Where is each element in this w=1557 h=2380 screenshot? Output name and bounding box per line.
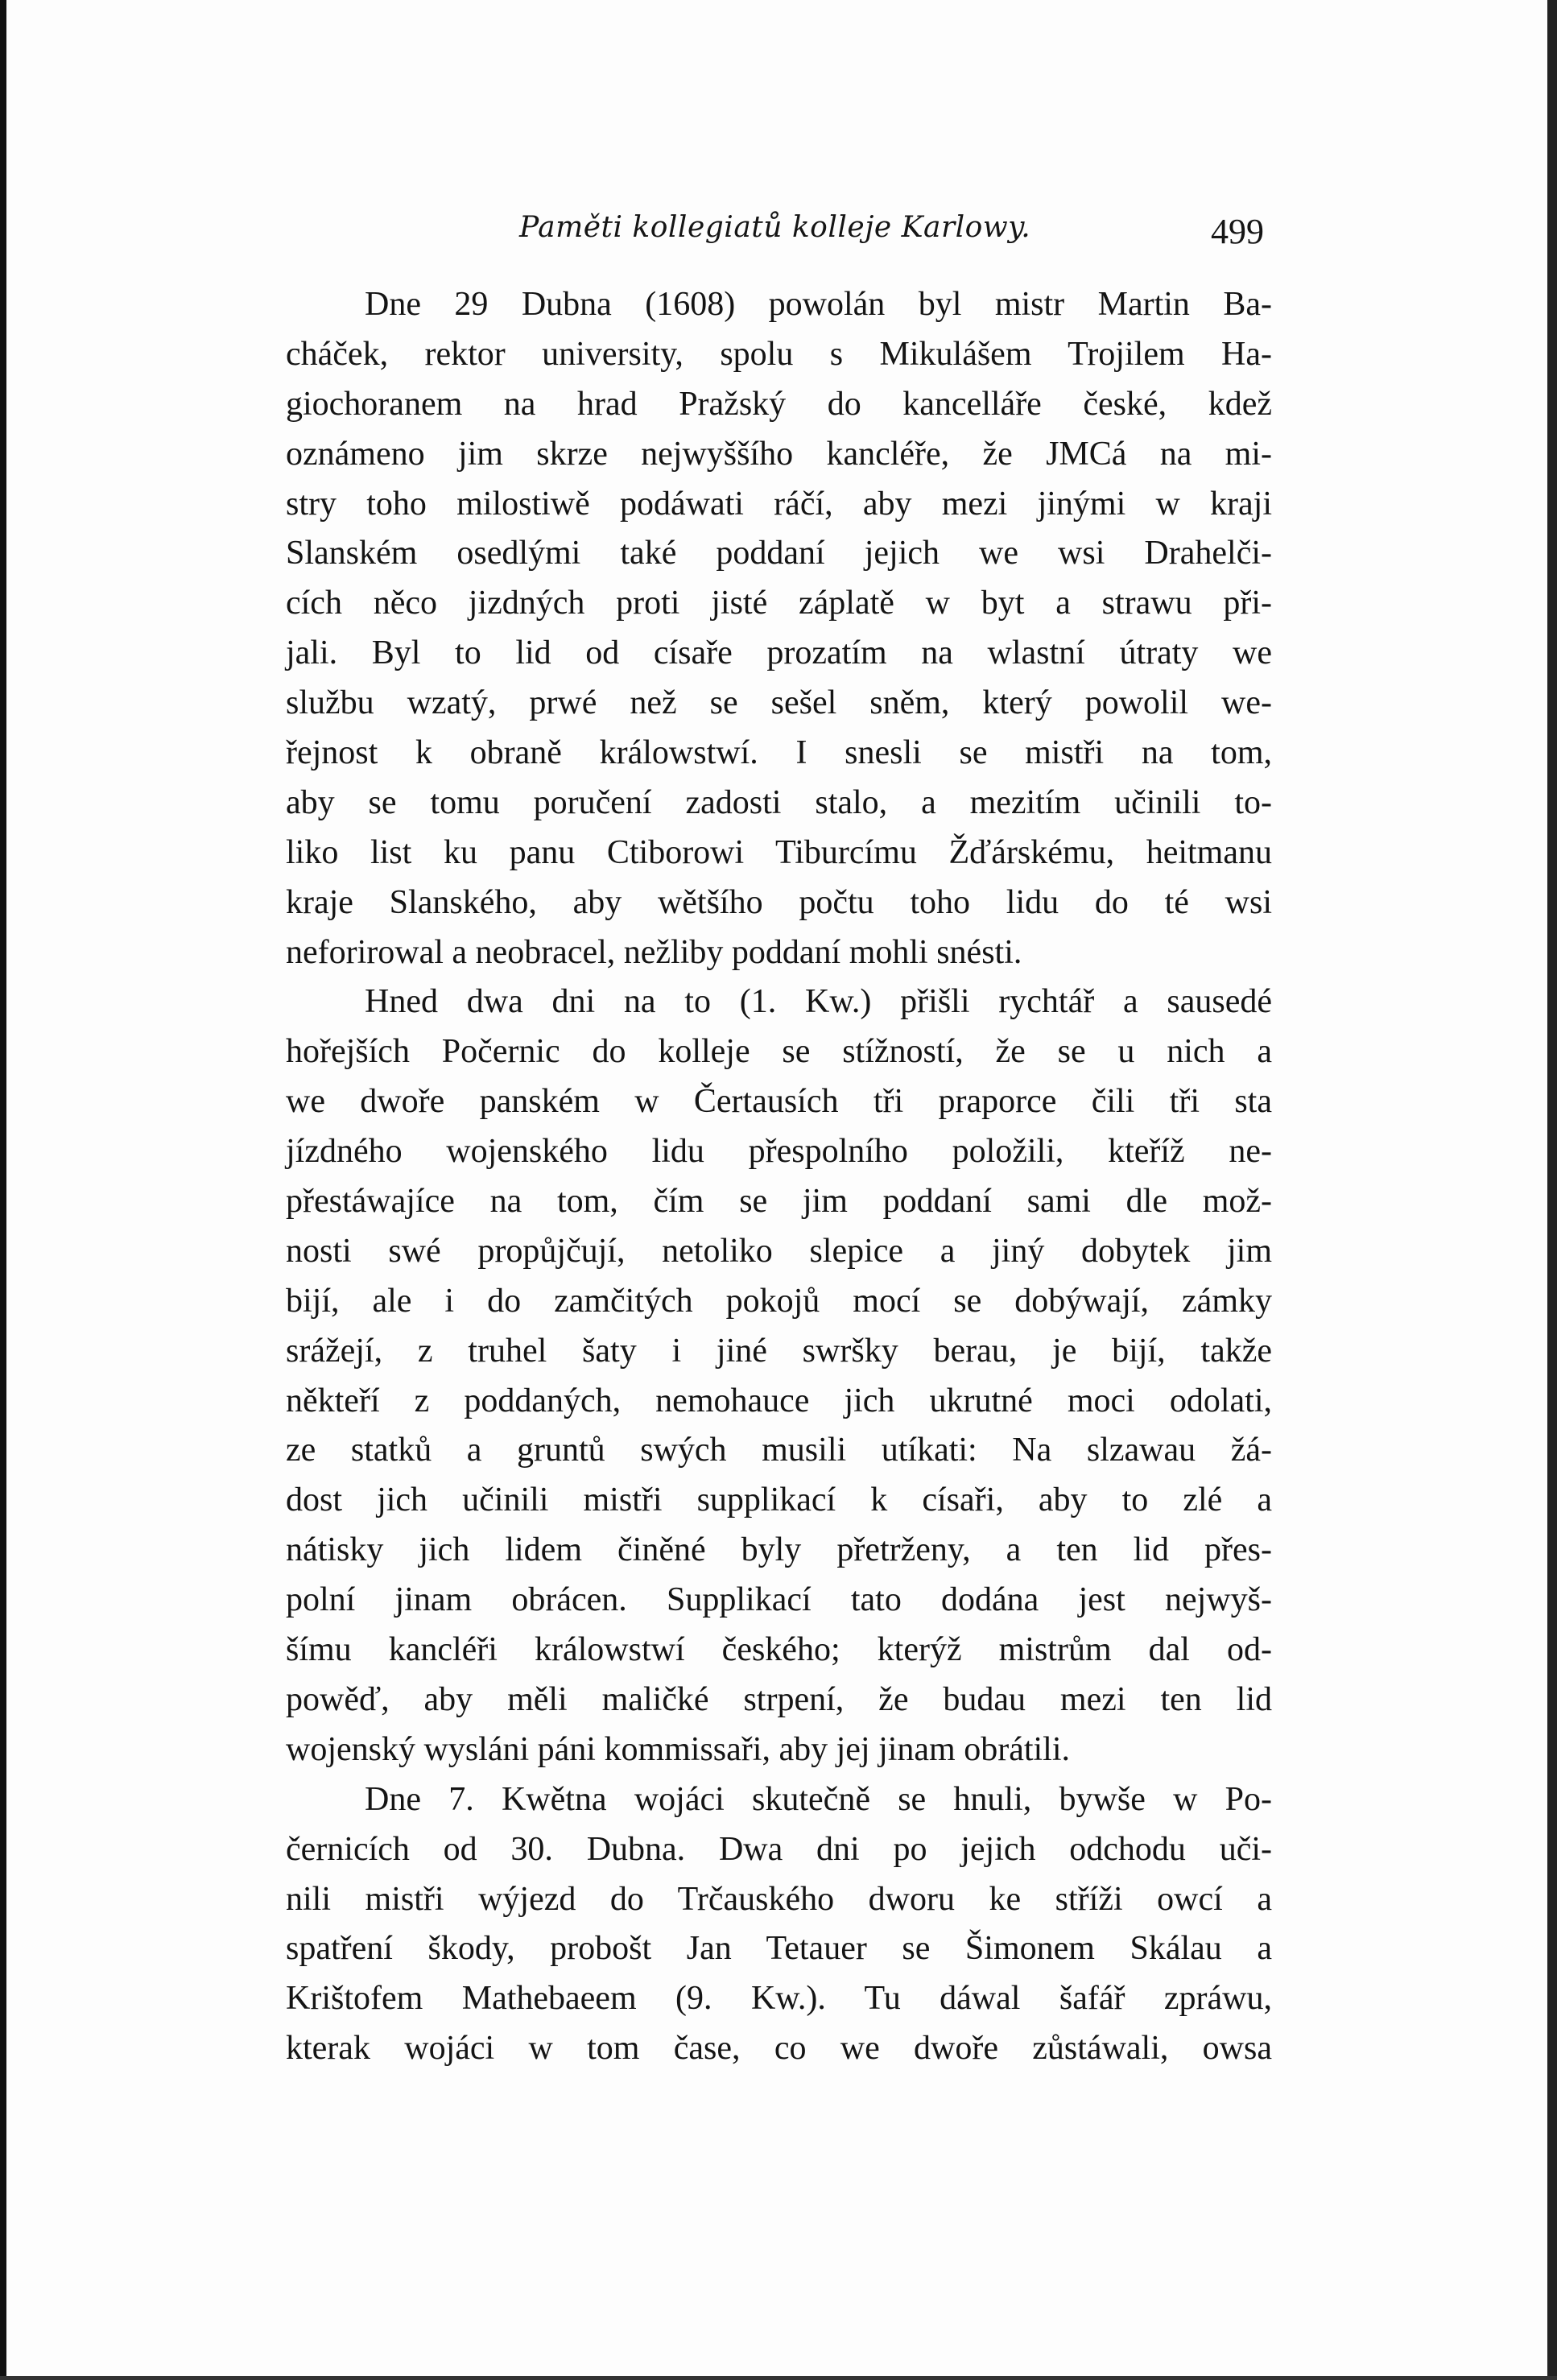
page-header — [286, 211, 1264, 259]
text-line: oznámeno jim skrze nejwyššího kancléře, že JMCá na mi- — [286, 435, 1272, 473]
text-line: nátisky jich lidem činěné byly přetrženy, a ten lid přes- — [286, 1531, 1272, 1569]
text-line: Slanském osedlými také poddaní jejich we wsi Drahelči- — [286, 535, 1272, 572]
text-line: wojenský wysláni páni kommissaři, aby jej jinam obrátili. — [286, 1730, 1071, 1768]
text-line: cích něco jizdných proti jisté záplatě w byt a strawu při- — [286, 585, 1272, 622]
text-line: aby se tomu poručení zadosti stalo, a mezitím učinili to- — [286, 783, 1272, 821]
text-line: spatření škody, probošt Jan Tetauer se Šimonem Skálau a — [286, 1930, 1272, 1968]
text-line: ze statků a gruntů swých musili utíkati: Na slzawau žá- — [286, 1432, 1272, 1469]
text-line: nili mistři wýjezd do Trčauského dworu ke stříži owcí a — [286, 1880, 1272, 1918]
text-line: kterak wojáci w tom čase, co we dwoře zůstáwali, owsa — [286, 2030, 1272, 2068]
text-line: giochoranem na hrad Pražský do kancelláře české, kdež — [286, 385, 1272, 423]
text-line: někteří z poddaných, nemohauce jich ukrutné moci odolati, — [286, 1382, 1272, 1419]
text-line: we dwoře panském w Čertausích tři praporce čili tři sta — [286, 1083, 1272, 1121]
text-line: šímu kancléři králowstwí českého; kterýž mistrům dal od- — [286, 1631, 1272, 1669]
scan-edge-right — [1547, 0, 1557, 2380]
text-line: stry toho milostiwě podáwati ráčí, aby mezi jinými w kraji — [286, 485, 1272, 523]
text-line: kraje Slanského, aby wětšího počtu toho lidu do té wsi — [286, 883, 1272, 921]
running-title: Paměti kollegiatů kolleje Karlowy. — [519, 211, 1031, 244]
text-line: dost jich učinili mistři supplikací k císaři, aby to zlé a — [286, 1481, 1272, 1519]
text-line: jali. Byl to lid od císaře prozatím na wlastní útraty we — [286, 634, 1272, 672]
text-line: službu wzatý, prwé než se sešel sněm, který powolil we- — [286, 684, 1272, 722]
page-number: 499 — [1211, 212, 1264, 251]
text-line: Krištofem Mathebaeem (9. Kw.). Tu dáwal šafář zpráwu, — [286, 1980, 1272, 2018]
text-line: černicích od 30. Dubna. Dwa dni po jejich odchodu uči- — [286, 1830, 1272, 1868]
text-line: liko list ku panu Ctiborowi Tiburcímu Žďárskému, heitmanu — [286, 833, 1272, 871]
text-line: cháček, rektor university, spolu s Mikulášem Trojilem Ha- — [286, 335, 1272, 373]
body-text — [286, 280, 1272, 2074]
scan-edge-left — [0, 0, 6, 2380]
text-line: jízdného wojenského lidu přespolního položili, kteříž ne- — [286, 1133, 1272, 1171]
scan-edge-bottom — [0, 2376, 1557, 2380]
text-line: neforirowal a neobracel, nežliby poddaní mohli snésti. — [286, 933, 1022, 971]
text-line: polní jinam obrácen. Supplikací tato dodána jest nejwyš- — [286, 1581, 1272, 1619]
text-line: řejnost k obraně králowstwí. I snesli se mistři na tom, — [286, 734, 1272, 772]
text-line: srážejí, z truhel šaty i jiné swršky berau, je bijí, takže — [286, 1332, 1272, 1370]
text-line: powěď, aby měli maličké strpení, že budau mezi ten lid — [286, 1680, 1272, 1718]
text-line: nosti swé propůjčují, netoliko slepice a jiný dobytek jim — [286, 1232, 1272, 1270]
text-line: Dne 7. Kwětna wojáci skutečně se hnuli, bywše w Po- — [365, 1780, 1272, 1818]
text-line: přestáwajíce na tom, čím se jim poddaní sami dle mož- — [286, 1183, 1272, 1221]
text-line: bijí, ale i do zamčitých pokojů mocí se dobýwají, zámky — [286, 1282, 1272, 1320]
text-line: hořejších Počernic do kolleje se stížností, že se u nich a — [286, 1033, 1272, 1071]
text-line: Dne 29 Dubna (1608) powolán byl mistr Martin Ba- — [365, 286, 1272, 323]
text-line: Hned dwa dni na to (1. Kw.) přišli rychtář a sausedé — [365, 983, 1272, 1021]
